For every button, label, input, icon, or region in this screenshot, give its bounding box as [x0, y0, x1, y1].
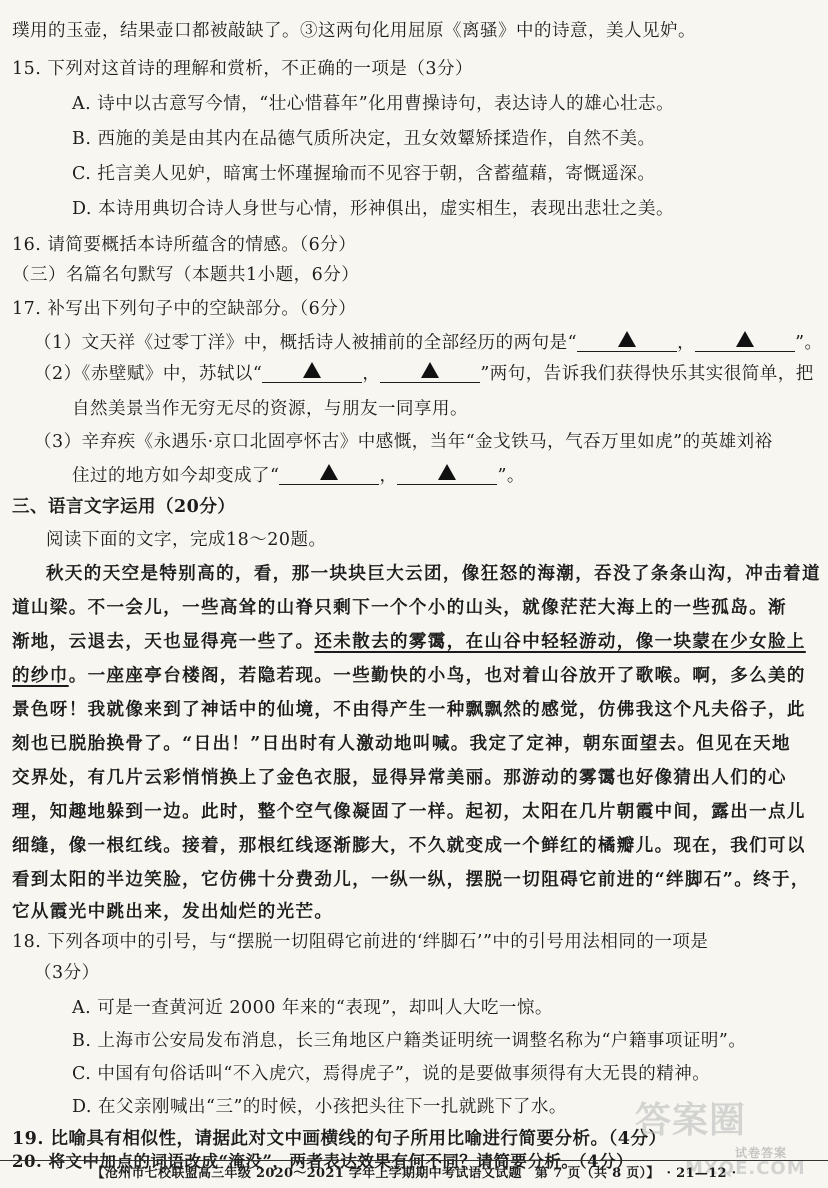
question-20: 20. 将文中加点的词语改成“淹没”，两者表达效果有何不同？请简要分析。（4分）: [12, 1152, 634, 1171]
triangle-icon: [438, 464, 456, 480]
punct: ，: [677, 333, 696, 353]
option-18c: C. 中国有句俗话叫“不入虎穴，焉得虎子”，说的是要做事须得有大无畏的精神。: [72, 1064, 711, 1084]
passage-text: 渐地，云退去，天也显得亮一些了。: [12, 632, 315, 652]
question-17: 17. 补写出下列句子中的空缺部分。（6分）: [12, 299, 357, 319]
passage-line: [12, 625, 818, 659]
question-18: 18. 下列各项中的引号，与“摆脱一切阻碍它前进的‘绊脚石’”中的引号用法相同的一项是: [12, 932, 709, 952]
passage-line: 它从霞光中跳出来，发出灿烂的光芒。: [12, 902, 334, 922]
passage-text: 。一座座亭台楼阁，若隐若现。一些勤快的小鸟，也对着山谷放开了歌喉。啊，多么美的: [68, 666, 806, 686]
question-17-2: [34, 357, 818, 391]
answer-blank[interactable]: [397, 462, 497, 485]
underlined-metaphor: 的纱巾: [12, 666, 69, 686]
question-18-score: （3分）: [34, 963, 100, 983]
question-15: 15. 下列对这首诗的理解和赏析，不正确的一项是（3分）: [12, 59, 474, 79]
watermark-note: 试卷答案: [735, 1146, 788, 1160]
passage-line: 景色呀！我就像来到了神话中的仙境，不由得产生一种飘飘然的感觉，仿佛我这个凡夫俗子，此: [12, 700, 806, 720]
prompt-text: （1）文天祥《过零丁洋》中，概括诗人被捕前的全部经历的两句是“: [34, 333, 578, 353]
underlined-metaphor: 还未散去的雾霭，在山谷中轻轻游动，像一块蒙在少女脸上: [314, 632, 806, 652]
option-18d: D. 在父亲刚喊出“三”的时候，小孩把头往下一扎就跳下了水。: [72, 1097, 567, 1117]
question-17-1: [34, 326, 823, 360]
answer-blank[interactable]: [380, 360, 480, 383]
answer-blank[interactable]: [279, 462, 379, 485]
watermark-big-text: 答案圈: [635, 1100, 747, 1141]
page-footer: 【沧州市七校联盟高三年级 2020～2021 学年上学期期中考试语文试题 第 7 页（共 8 页）】 · 21—12 ·: [0, 1160, 828, 1188]
watermark-url: MXQE.COM: [685, 1158, 806, 1179]
passage-line: 细缝，像一根红线。接着，那根红线逐渐膨大，不久就变成一个鲜红的橘瓣儿。现在，我们可以: [12, 836, 806, 856]
triangle-icon: [618, 331, 636, 347]
option-18b: B. 上海市公安局发布消息，长三角地区户籍类证明统一调整名称为“户籍事项证明”。: [72, 1031, 747, 1051]
passage-line: 理，知趣地躲到一边。此时，整个空气像凝固了一样。起初，太阳在几片朝霞中间，露出一点儿: [12, 802, 806, 822]
triangle-icon: [320, 464, 338, 480]
option-15b: B. 西施的美是由其内在品德气质所决定，丑女效颦矫揉造作，自然不美。: [72, 129, 656, 149]
punct: ，: [379, 466, 398, 486]
punct: ”。: [795, 333, 823, 353]
section-heading: （三）名篇名句默写（本题共1小题，6分）: [12, 265, 360, 285]
answer-blank[interactable]: [695, 329, 795, 352]
triangle-icon: [736, 331, 754, 347]
triangle-icon: [303, 362, 321, 378]
part-heading: 三、语言文字运用（20分）: [12, 497, 236, 517]
passage-line: 秋天的天空是特别高的，看，那一块块巨大云团，像狂怒的海潮，吞没了条条山沟，冲击着道: [46, 564, 821, 584]
reading-intro: 阅读下面的文字，完成18～20题。: [46, 530, 327, 550]
prompt-text: 住过的地方如今却变成了“: [72, 466, 280, 486]
option-18a: A. 可是一查黄河近 2000 年来的“表现”，却叫人大吃一惊。: [72, 998, 553, 1018]
passage-line: 刻也已脱胎换骨了。“日出！”日出时有人激动地叫喊。我定了定神，朝东面望去。但见在天地: [12, 734, 791, 754]
punct: ”。: [497, 466, 525, 486]
option-15a: A. 诗中以古意写今情，“壮心惜暮年”化用曹操诗句，表达诗人的雄心壮志。: [72, 94, 675, 114]
option-15c: C. 托言美人见妒，暗寓士怀瑾握瑜而不见容于朝，含蓄蕴藉，寄慨遥深。: [72, 164, 656, 184]
punct: ，: [362, 364, 381, 384]
passage-line: 看到太阳的半边笑脸，它仿佛十分费劲儿，一纵一纵，摆脱一切阻碍它前进的“绊脚石”。终于，: [12, 870, 810, 890]
triangle-icon: [421, 362, 439, 378]
passage-line: [12, 659, 818, 693]
answer-blank[interactable]: [262, 360, 362, 383]
question-17-2-cont: 自然美景当作无穷无尽的资源，与朋友一同享用。: [72, 399, 468, 419]
prompt-text: （2）《赤壁赋》中，苏轼以“: [34, 364, 263, 384]
answer-blank[interactable]: [577, 329, 677, 352]
text-line: 璞用的玉壶，结果壶口都被敲缺了。③这两句化用屈原《离骚》中的诗意，美人见妒。: [12, 21, 696, 41]
question-19: 19. 比喻具有相似性，请据此对文中画横线的句子所用比喻进行简要分析。（4分）: [12, 1129, 667, 1149]
passage-line: 道山梁。不一会儿，一些高耸的山脊只剩下一个个小的山头，就像茫茫大海上的一些孤岛。渐: [12, 598, 787, 618]
prompt-text: ”两句，告诉我们获得快乐其实很简单，把: [480, 364, 814, 384]
passage-line: 交界处，有几片云彩悄悄换上了金色衣服，显得异常美丽。那游动的雾霭也好像猜出人们的心: [12, 768, 787, 788]
question-17-3: （3）辛弃疾《永遇乐·京口北固亭怀古》中感慨，当年“金戈铁马，气吞万里如虎”的英雄刘裕: [34, 432, 773, 452]
option-15d: D. 本诗用典切合诗人身世与心情，形神俱出，虚实相生，表现出悲壮之美。: [72, 199, 675, 219]
question-16: 16. 请简要概括本诗所蕴含的情感。（6分）: [12, 235, 357, 255]
question-17-3-cont: [72, 459, 818, 493]
